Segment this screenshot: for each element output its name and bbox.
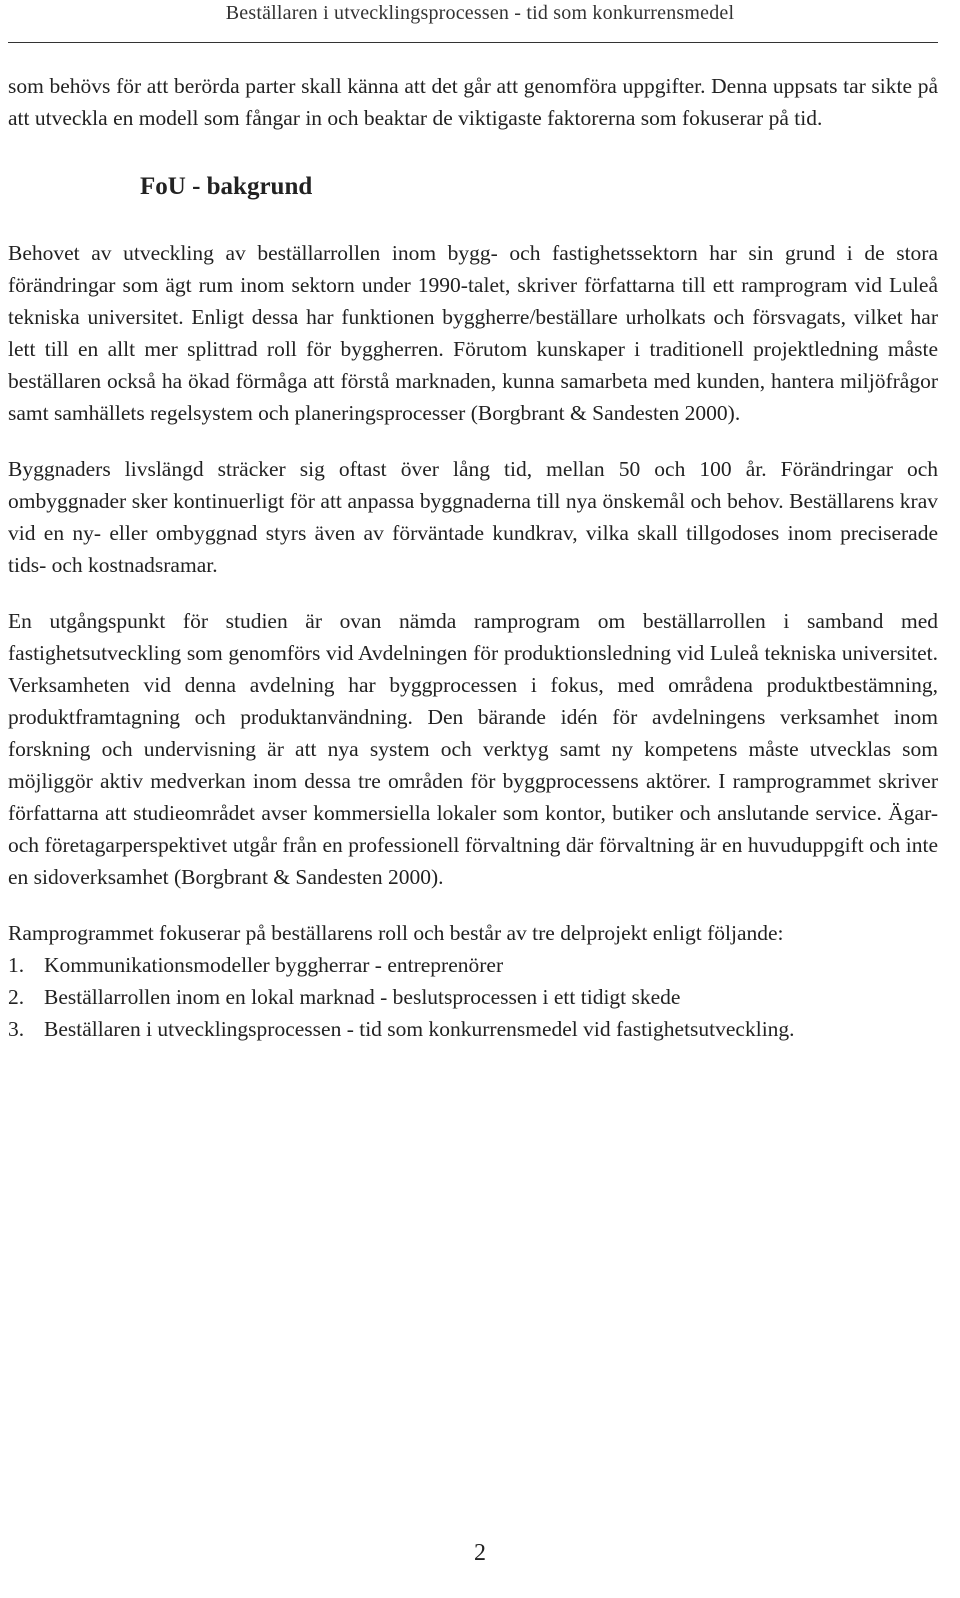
body-paragraph: En utgångspunkt för studien är ovan nämda ramprogram om beställarrollen i samband med fastighetsutveckling som genomförs vid Avdelningen för produktionsledning vid Luleå tekniska universitet. Verksamheten vid denna avdelning har byggprocessen i fokus, med områdena produktbestämning, produktframtagning och produktanvändning. Den bärande idén för avdelningens verksamhet inom forskning och undervisning är att nya system och verktyg samt ny kompetens måste utvecklas som möjliggör aktiv medverkan inom dessa tre områden för byggprocessens aktörer. I ramprogrammet skriver författarna att studieområdet avser kommersiella lokaler som kontor, butiker och anslutande service. Ägar- och företagarperspektivet utgår från en professionell förvaltning där förvaltning är en huvuduppgift och inte en sidoverksamhet (Borgbrant & Sandesten 2000). bbox=[8, 609, 938, 889]
list-item-text: Kommunikationsmodeller byggherrar - entreprenörer bbox=[44, 953, 504, 977]
list-item-number: 3. bbox=[8, 1017, 25, 1041]
page-number: 2 bbox=[474, 1540, 486, 1566]
list-item-text: Beställaren i utvecklingsprocessen - tid som konkurrensmedel vid fastighetsutveckling. bbox=[44, 1017, 795, 1041]
list-item bbox=[8, 949, 938, 981]
running-header: Beställaren i utvecklingsprocessen - tid som konkurrensmedel bbox=[225, 2, 735, 24]
list-item-text: Beställarrollen inom en lokal marknad - beslutsprocessen i ett tidigt skede bbox=[44, 985, 681, 1009]
page-body bbox=[8, 70, 938, 1045]
list-item bbox=[8, 981, 938, 1013]
body-paragraph: Behovet av utveckling av beställarrollen inom bygg- och fastighetssektorn har sin grund i de stora förändringar som ägt rum inom sektorn under 1990-talet, skriver författarna till ett ramprogram vid Luleå tekniska universitet. Enligt dessa har funktionen byggherre/beställare urholkats och försvagats, vilket har lett till en allt mer splittrad roll för byggherren. Förutom kunskaper i traditionell projektledning måste beställaren också ha ökad förmåga att förstå marknaden, kunna samarbeta med kunden, hantera miljöfrågor samt samhällets regelsystem och planeringsprocesser (Borgbrant & Sandesten 2000). bbox=[8, 241, 938, 425]
list-item bbox=[8, 1013, 938, 1045]
body-paragraph: Ramprogrammet fokuserar på beställarens roll och består av tre delprojekt enligt följande: bbox=[8, 921, 784, 945]
intro-paragraph: som behövs för att berörda parter skall känna att det går att genomföra uppgifter. Denna uppsats tar sikte på att utveckla en modell som fångar in och beaktar de viktigaste faktorerna som fokuserar på tid. bbox=[8, 74, 938, 130]
list-item-number: 1. bbox=[8, 953, 25, 977]
subproject-list bbox=[8, 949, 938, 1045]
body-paragraph: Byggnaders livslängd sträcker sig oftast över lång tid, mellan 50 och 100 år. Förändringar och ombyggnader sker kontinuerligt för att anpassa byggnaderna till nya önskemål och behov. Beställarens krav vid en ny- eller ombyggnad styrs även av förväntade kundkrav, vilka skall tillgodoses inom preciserade tids- och kostnadsramar. bbox=[8, 457, 938, 577]
section-heading: FoU - bakgrund bbox=[140, 173, 313, 200]
header-divider bbox=[8, 42, 938, 43]
list-item-number: 2. bbox=[8, 985, 25, 1009]
